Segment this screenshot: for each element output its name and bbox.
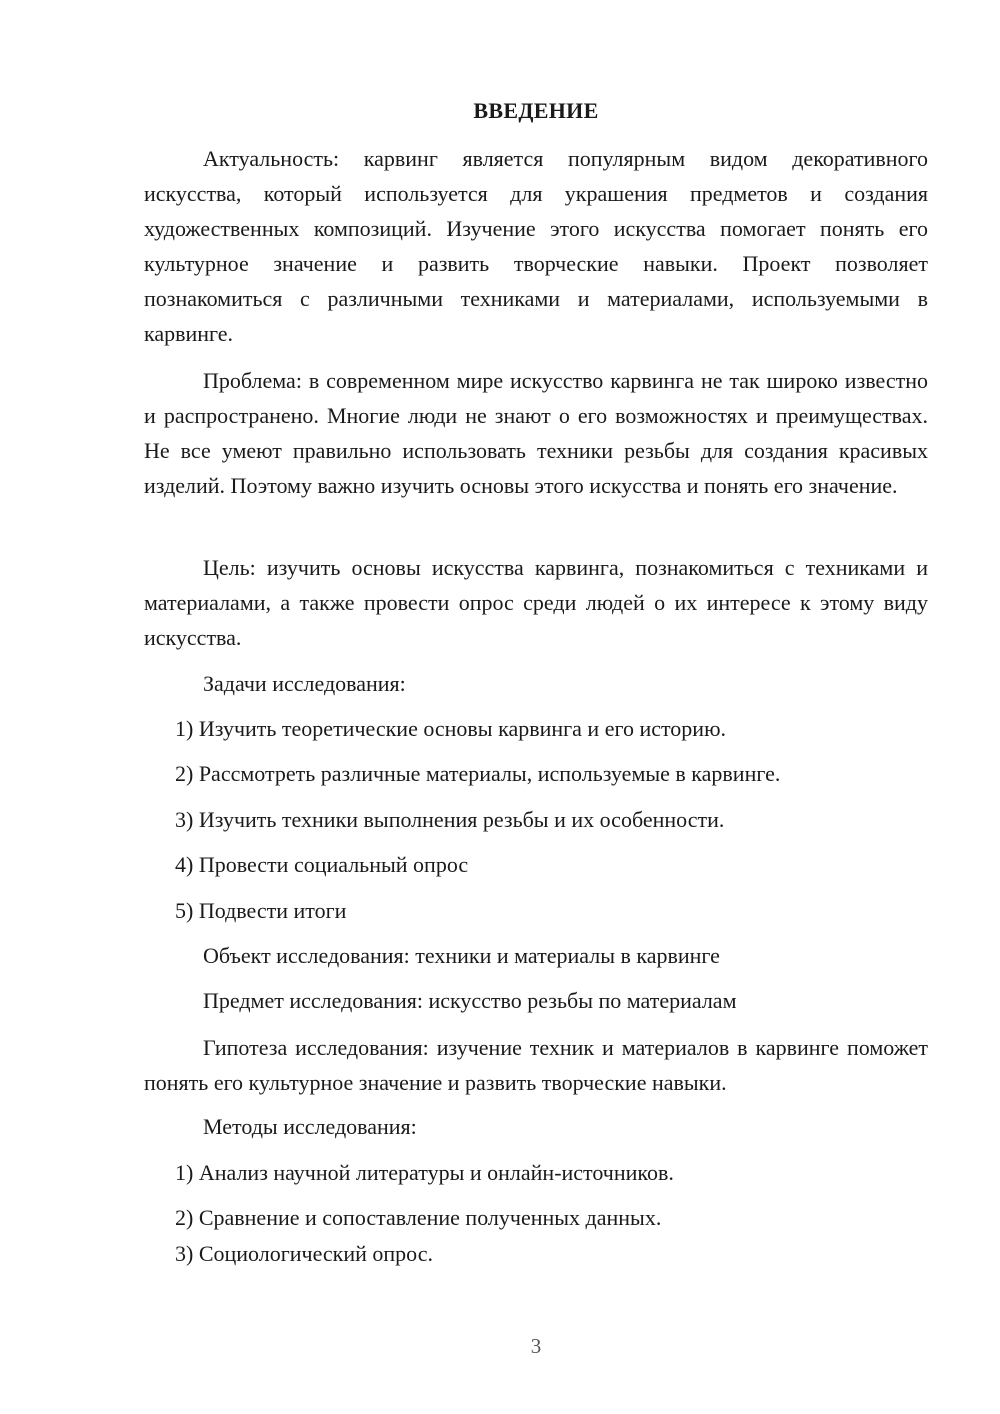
task-item: 2) Рассмотреть различные материалы, используемые в карвинге. — [175, 761, 781, 786]
goal-paragraph: Цель: изучить основы искусства карвинга, познакомиться с техниками и материалами, а также провести опрос среди людей о их интересе к этому виду искусства. — [144, 555, 928, 650]
task-item: 1) Изучить теоретические основы карвинга и его историю. — [175, 716, 727, 741]
research-object: Объект исследования: техники и материалы в карвинге — [203, 943, 720, 968]
relevance-paragraph: Актуальность: карвинг является популярным видом декоративного искусства, который используется для украшения предметов и создания художественных композиций. Изучение этого искусства помогает понять его культурное значение и развить творческие навыки. Проект позволяет познакомиться с различными техниками и материалами, используемыми в карвинге. — [144, 146, 928, 346]
task-item: 5) Подвести итоги — [175, 898, 347, 923]
method-item: 3) Социологический опрос. — [175, 1241, 433, 1266]
problem-paragraph: Проблема: в современном мире искусство карвинга не так широко известно и распространено. Многие люди не знают о его возможностях и преимуществах. Не все умеют правильно использовать техники резьбы для создания красивых изделий. Поэтому важно изучить основы этого искусства и понять его значение. — [144, 368, 928, 498]
methods-title: Методы исследования: — [203, 1114, 417, 1139]
research-subject: Предмет исследования: искусство резьбы по материалам — [203, 988, 737, 1013]
section-heading: ВВЕДЕНИЕ — [473, 98, 599, 123]
tasks-title: Задачи исследования: — [203, 671, 406, 696]
page-number: 3 — [530, 1334, 542, 1358]
method-item: 2) Сравнение и сопоставление полученных данных. — [175, 1205, 662, 1230]
task-item: 3) Изучить техники выполнения резьбы и их особенности. — [175, 807, 725, 832]
method-item: 1) Анализ научной литературы и онлайн-источников. — [175, 1160, 674, 1185]
task-item: 4) Провести социальный опрос — [175, 852, 469, 877]
hypothesis-paragraph: Гипотеза исследования: изучение техник и материалов в карвинге поможет понять его культурное значение и развить творческие навыки. — [144, 1035, 928, 1095]
